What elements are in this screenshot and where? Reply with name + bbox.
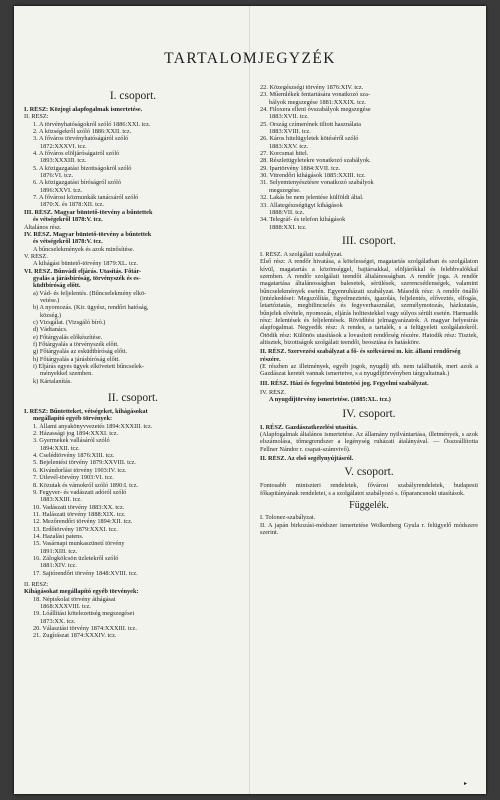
part-heading: I. RÉSZ. A szolgálati szabályzat. xyxy=(260,250,343,258)
toc-line: gyalás a járásbíróság, törvényszék és es- xyxy=(33,274,141,282)
toc-line: 1. Állami anyakönyvvezetés 1894:XXXIII. tcz. xyxy=(33,422,153,430)
toc-line: V. RÉSZ. xyxy=(24,252,48,260)
appendix-heading: Függelék. xyxy=(349,500,389,512)
part-heading: I. RÉSZ. Gazdászatkezelési utasítás. xyxy=(260,423,358,431)
toc-line: 24. Filoxera elleni óvszabályok megszegése xyxy=(260,106,371,114)
toc-line: 1883:XVII. tcz. xyxy=(269,113,309,121)
toc-list-1 xyxy=(24,106,242,385)
toc-line: 9. Fegyver- és vadászati adóról szóló xyxy=(33,488,127,496)
part-text: A nyugdíjtörvény ismertetése. (1885:XL. tcz.) xyxy=(269,396,391,404)
toc-line: 3. Gyermekek vallásáról szóló xyxy=(33,437,110,445)
toc-line: 26. Káros hitelügyletek kötéséről szóló xyxy=(260,135,359,143)
toc-line: e) Főtárgyalás előkészítése. xyxy=(33,333,103,341)
toc-line: küdtbíróság előtt. xyxy=(33,282,81,290)
toc-line: A bűncselekmények és azok minősítése. xyxy=(33,245,135,253)
toc-line: 2. A községekről szóló 1886:XXII. tcz. xyxy=(33,128,132,136)
toc-line: 4. A főváros elöljáróságairól szóló xyxy=(33,150,120,158)
toc-line: 12. Mezőrendőri törvény 1894:XII. tcz. xyxy=(33,518,133,526)
section-heading: I. csoport. xyxy=(109,90,157,102)
part-heading: IV. RÉSZ. xyxy=(260,389,286,397)
part-text: (E részben az illetmények, egyéb jogok, nyugdíj stb. nem találhatók, mert azok a Gazdászat keretéi vannak ismertetve, s a nyugdíjtörvényben tárgyaltatnak.) xyxy=(260,363,478,378)
toc-line: 8. Közutak és vámokról szóló 1890:I. tcz. xyxy=(33,481,139,489)
toc-line: 7. A fővárosi közmunkák tanácsáról szóló xyxy=(33,194,139,202)
toc-line: 1891:XIII. tcz. xyxy=(40,547,78,555)
part-text: Első rész: A rendőr hivatása, a kötelességei, magatartás szolgálatban és szolgálaton kívül, magatartás a közönséggel, bajtársakkal, elöljárókkal és felebbvalókkal szemben. A rendőr szolgálati teendői általánosságban. A rendőr joga. A rendőr magatartása általánosságban balesetek, sérülések, szerencsétlenségek, valamint bűncselekmények esetén. Egyenruházati szabályzat. Második rész: A rendőr önálló (intézkedései: Megszólítás, figyelmeztetés, igazolás, feljelentés, előveztés, elfogás, letartóztatás, megbilincselés és fegyverhasználat, személymotozás, házkutatás, bűnjelek elvétele, nyomozás, eljárás holttestekkel vagy súlyos sérült esetén. Harmadik rész: Jelentések és feljelentések. Rövidítési jelmagyarázatok. A magyar helyesírás alapfogalmai. Negyedik rész: A rendes, a tartalék, s a felügyeleti szolgálatokról. Ötödik rész: Különös utasítások a lovasított rendőrség részére. Hatodik rész: Tisztek, altisztek, bizottságok szolgálati teendői, beosztása és hatásköre. xyxy=(260,258,478,346)
toc-line: 1876:VI. tcz. xyxy=(40,172,74,180)
toc-line: 25. Ország czímerének tiltott használata xyxy=(260,120,361,128)
toc-line: 14. Hazalási patens. xyxy=(33,532,84,540)
part-text: (Alapfogalmak általános ismertetése. Az államány nyilvántartása, illetmények, s azok elszámolása, tőmegrendszer a legénység ruházati átalányával. — Összeállította Fellner Nándor r. csapat-számvivő). xyxy=(260,431,478,453)
left-column xyxy=(24,88,242,640)
toc-line: 1870:X. és 1878:XII. tcz. xyxy=(40,201,105,209)
toc-line: I. RÉSZ: Közjogi alapfogalmak ismertetése. xyxy=(24,106,143,113)
toc-line: c) Vizsgálat. (Vizsgáló bíró.) xyxy=(33,318,106,326)
toc-line: II. RÉSZ: xyxy=(24,113,49,121)
page-fold xyxy=(249,6,250,794)
toc-line: 1888:VII. tcz. xyxy=(269,208,305,216)
toc-line: 7. Útlevél-törvény 1903:VI. tcz. xyxy=(33,474,114,482)
toc-line: h) Főtárgyalás a járásbíróság előtt. xyxy=(33,355,120,363)
toc-line: 1881:XIV. tcz. xyxy=(40,562,77,570)
toc-line: 5. Bejelentési törvény 1879:XXVIII. tcz. xyxy=(33,459,136,467)
toc-line: II. RÉSZ: xyxy=(24,580,49,588)
toc-line: 18. Népiskolai törvény áthágásai xyxy=(33,595,116,603)
toc-line: 29. Ipartörvény 1884:XVII. tcz. xyxy=(260,164,341,172)
toc-line: 31. Selyemtenyésztésre vonatkozó szabályok xyxy=(260,179,374,187)
toc-line: A kihágási büntető-törvény 1879:XL. tcz. xyxy=(33,260,138,268)
toc-line: 27. Korcsmai hitel. xyxy=(260,150,309,158)
toc-line: megállapító egyéb törvények: xyxy=(33,415,113,423)
toc-list-3 xyxy=(24,581,242,640)
toc-line: 34. Telegráf- és telefon kihágások xyxy=(260,216,346,224)
section-heading: II. csoport. xyxy=(107,392,159,405)
appendix-item: I. Tolonez-szabályzat. xyxy=(260,514,316,522)
toc-line: megszegése. xyxy=(269,186,301,194)
toc-line: a) Vád- és feljelentés. (Bűncselekmény elkö- xyxy=(33,289,147,297)
toc-line: vetése.) xyxy=(40,296,60,304)
toc-line: 4. Cselédtörvény 1876:XIII. tcz. xyxy=(33,452,115,460)
part-text: Fontosabb miniszteri rendeletek, fővárosi szabályrendeletek, budapesti főkapitányának rendeletei, s a szolgálatot szabályozó s. főparancsnoki utasítások. xyxy=(260,482,478,497)
toc-line: 1868:XXXVIII. tcz. xyxy=(40,603,91,610)
part-heading: III. RÉSZ. Házi és fegyelmi büntetési jog. Fegyelmi szabályzat. xyxy=(260,379,429,387)
toc-line: község.) xyxy=(40,311,62,319)
toc-line: 1888:XXI. tcz. xyxy=(269,223,307,231)
toc-line: 5. A közigazgatási bizottságokról szóló xyxy=(33,164,132,172)
toc-line: k) Kártalanítás. xyxy=(33,377,72,385)
toc-line: 1883:XVIII. tcz. xyxy=(269,128,311,136)
toc-list-4 xyxy=(260,84,478,231)
toc-line: 1894:XXII. tcz. xyxy=(40,444,80,452)
toc-line: 17. Sajtórendőri törvény 1848:XVIII. tcz. xyxy=(33,569,138,577)
toc-line: 1883:XXIII. tcz. xyxy=(40,496,82,504)
toc-line: 3. A főváros törvényhatóságáról szóló xyxy=(33,135,129,143)
toc-line: b) A nyomozás. (Kir. ügyész, rendőri hatóság, xyxy=(33,304,149,312)
toc-line: 10. Vadászati törvény 1883:XX. tcz. xyxy=(33,503,125,511)
toc-line: Általános rész. xyxy=(24,223,62,231)
section-heading: III. csoport. xyxy=(342,234,396,247)
right-column xyxy=(260,84,478,536)
toc-line: 6. A közigazgatási bíróságról szóló xyxy=(33,179,121,187)
toc-line: VI. RÉSZ. Bűnvádi eljárás. Utasítás. Főtár- xyxy=(24,267,142,275)
toc-line: f) Főtárgyalás a törvényszék előtt. xyxy=(33,341,119,348)
section-heading: V. csoport. xyxy=(344,466,394,479)
toc-line: 1873:XX. tcz. xyxy=(40,617,76,625)
toc-line: 20. Választási törvény 1874:XXXIII. tcz. xyxy=(33,625,137,633)
toc-line: 32. Lakás be nem jelentése külföldi által. xyxy=(260,194,364,202)
toc-line: 33. Állategészségügyi kihágások xyxy=(260,201,343,209)
toc-line: 19. Lóállítási kötelezettség megszegései xyxy=(33,610,135,618)
toc-line: 2. Házassági jog 1894:XXXI. tcz. xyxy=(33,430,119,438)
toc-line: 21. Zugírászat 1874:XXXIV. tcz. xyxy=(33,632,117,640)
toc-line: d) Vádtanács. xyxy=(33,326,68,334)
toc-line: és vétségekről 1878:V. tcz. xyxy=(33,216,103,224)
toc-line: 15. Vasárnapi munkaszünetí törvény xyxy=(33,540,125,548)
toc-line: 23. Műemlékek fentartására vonatkozó sza- xyxy=(260,91,370,99)
toc-line: 1872:XXXVI. tcz. xyxy=(40,142,87,150)
toc-line: és vétségekről 1878:V. tcz. xyxy=(33,238,103,246)
toc-line: 16. Zálogkölcsön üzletekről szóló xyxy=(33,554,119,562)
toc-line: IV. RÉSZ. Magyar büntető-törvény a bűntettek xyxy=(24,230,152,238)
toc-line: 1896:XXVI. tcz. xyxy=(40,186,83,194)
toc-line: 1. A törvényhatóságokról szóló 1886:XXI. tcz. xyxy=(33,120,151,128)
toc-line: bályok megszegése 1881:XXXIX. tcz. xyxy=(269,98,367,106)
toc-line: 1883:XXV. tcz. xyxy=(269,142,309,150)
toc-line: g) Főtárgyalás az esküdtbíróság előtt. xyxy=(33,348,128,356)
toc-line: 1893:XXXIII. tcz. xyxy=(40,157,87,165)
appendix-item: II. A japán birkozási-módszer ismertetése Wolkenberg Gyula r. felügyelő módszere szerint. xyxy=(260,521,478,536)
toc-line: 30. Vitrendőri kihágások 1885:XXIII. tcz. xyxy=(260,172,366,180)
toc-line: Kihágásokat megállapító egyéb törvények: xyxy=(24,588,139,596)
toc-line: III. RÉSZ. Magyar büntető-törvény a bűntettek xyxy=(24,208,153,216)
toc-line: i) Eljárás egyes ügyek elkövetett bűncselek- xyxy=(33,363,145,371)
toc-line: 6. Kivándorlási törvény 1903:IV. tcz. xyxy=(33,466,127,474)
part-heading: II. RÉSZ. Az első segélynyújtásról. xyxy=(260,455,354,463)
part-heading: II. RÉSZ. Szervezési szabályzat a fő- és székvárosi m. kir. államí rendőrség részére. xyxy=(260,348,461,363)
toc-line: 22. Közegészségi törvény 1876:XIV. tcz. xyxy=(260,84,364,91)
toc-line: 13. Erdőtörvény 1879:XXXI. tcz. xyxy=(33,525,118,533)
page-mark: ▸ xyxy=(464,781,468,787)
toc-line: I. RÉSZ: Bűntetteket, vétségeket, kihágásokat xyxy=(24,408,148,416)
document-page xyxy=(14,6,486,794)
page-title: TARTALOMJEGYZÉK xyxy=(164,50,336,67)
toc-line: 28. Részletügyletekre vonatkozó szabályok. xyxy=(260,157,371,165)
toc-list-2 xyxy=(24,408,242,577)
section-heading: IV. csoport. xyxy=(342,407,396,420)
toc-line: 11. Halászati törvény 1888:XIX. tcz. xyxy=(33,510,126,518)
toc-line: ményekkel szemben. xyxy=(40,370,93,378)
